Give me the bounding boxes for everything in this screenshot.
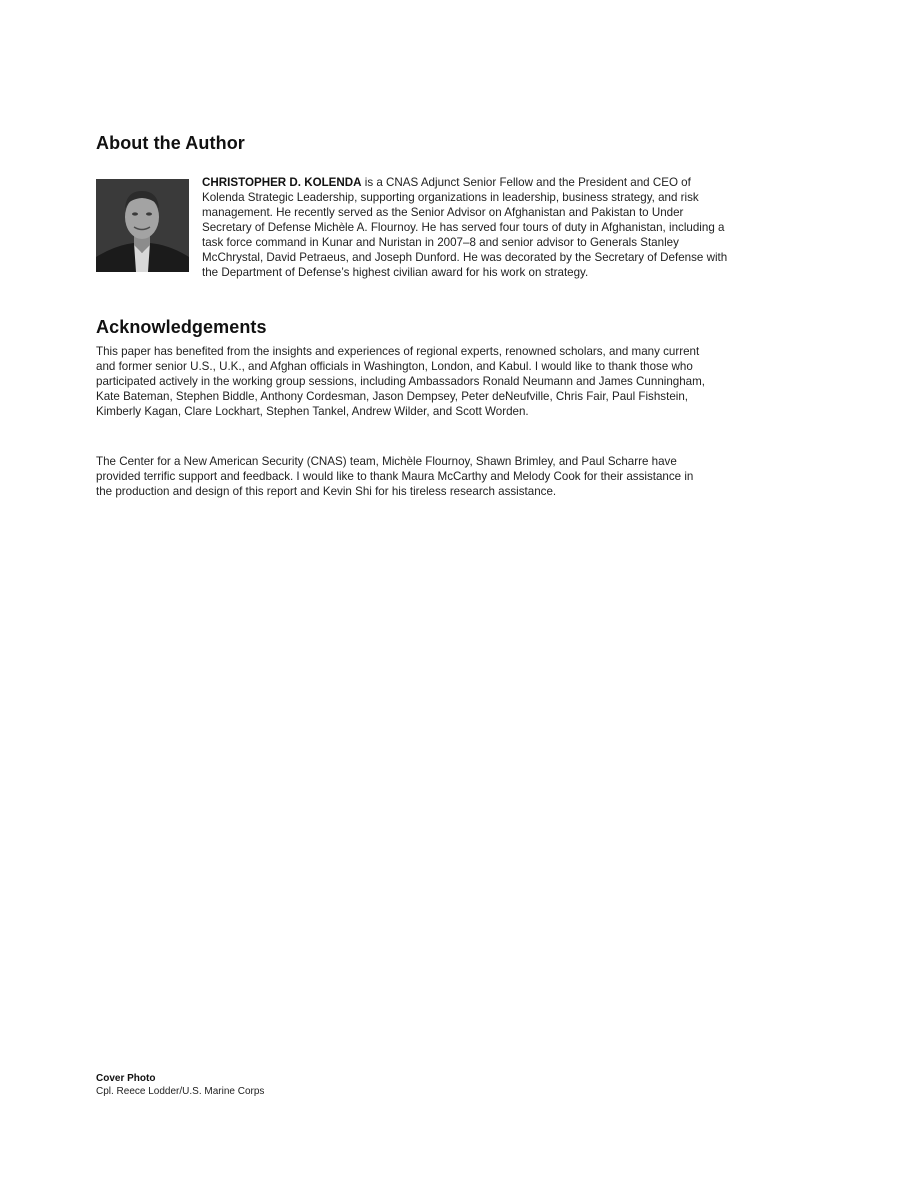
author-name: CHRISTOPHER D. KOLENDA	[202, 176, 362, 189]
author-bio	[202, 175, 732, 280]
acknowledgements-paragraph-1: This paper has benefited from the insights and experiences of regional experts, renowned scholars, and many current and former senior U.S., U.K., and Afghan officials in Washington, London, and Kabul. I would like to thank those who participated actively in the working group sessions, including Ambassadors Ronald Neumann and James Cunningham, Kate Bateman, Stephen Biddle, Anthony Cordesman, Jason Dempsey, Peter deNeufville, Chris Fair, Paul Fishstein, Kimberly Kagan, Clare Lockhart, Stephen Tankel, Andrew Wilder, and Scott Worden.	[96, 345, 706, 418]
author-bio-text: is a CNAS Adjunct Senior Fellow and the President and CEO of Kolenda Strategic Leadership, supporting organizations in leadership, business strategy, and risk management. He recently served as the Senior Advisor on Afghanistan and Pakistan to Under Secretary of Defense Michèle A. Flournoy. He has served four tours of duty in Afghanistan, including a task force command in Kunar and Nuristan in 2007–8 and senior advisor to Generals Stanley McChrystal, David Petraeus, and Joseph Dunford. He was decorated by the Secretary of Defense with the Department of Defense’s highest civilian award for his work on strategy.	[202, 176, 728, 279]
author-portrait-image	[96, 179, 189, 272]
cover-photo-credit: Cpl. Reece Lodder/U.S. Marine Corps	[96, 1086, 265, 1097]
acknowledgements-heading: Acknowledgements	[96, 317, 267, 337]
cover-photo-label: Cover Photo	[96, 1073, 156, 1084]
about-author-heading: About the Author	[96, 133, 245, 153]
acknowledgements-paragraph-2: The Center for a New American Security (CNAS) team, Michèle Flournoy, Shawn Brimley, and Paul Scharre have provided terrific support and feedback. I would like to thank Maura McCarthy and Melody Cook for their assistance in the production and design of this report and Kevin Shi for his tireless research assistance.	[96, 455, 694, 498]
author-photo	[96, 179, 189, 272]
